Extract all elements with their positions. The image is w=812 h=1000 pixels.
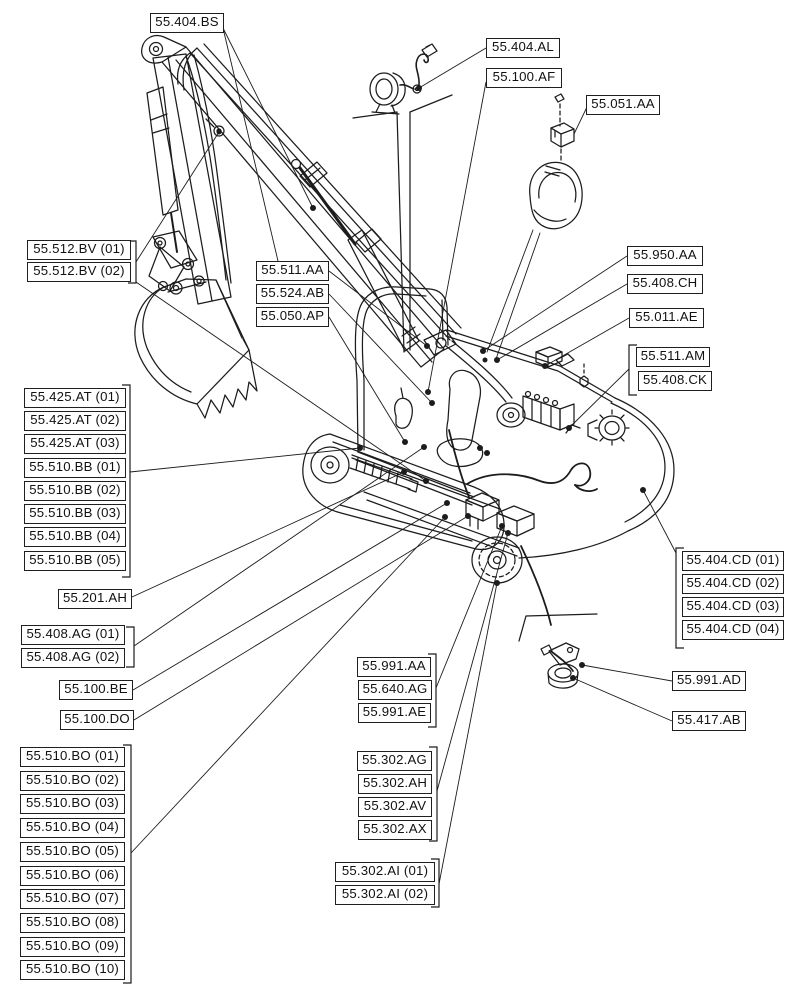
part-label[interactable]: 55.302.AH	[358, 774, 432, 794]
part-label[interactable]: 55.051.AA	[586, 95, 660, 115]
part-label[interactable]: 55.302.AI (02)	[335, 885, 435, 905]
part-label[interactable]: 55.510.BO (06)	[20, 866, 125, 886]
stick-assembly	[153, 54, 231, 304]
operator-seat	[437, 370, 482, 466]
part-label[interactable]: 55.302.AG	[357, 751, 432, 771]
part-label[interactable]: 55.302.AX	[358, 820, 432, 840]
part-label[interactable]: 55.408.CH	[627, 274, 703, 294]
part-label[interactable]: 55.100.BE	[59, 680, 133, 700]
bracket-408ag	[126, 627, 134, 667]
callout-dots	[217, 85, 647, 681]
wiring-harness	[449, 430, 597, 625]
part-label[interactable]: 55.302.AI (01)	[335, 862, 435, 882]
control-console	[487, 94, 582, 359]
part-label[interactable]: 55.510.BO (10)	[20, 960, 125, 980]
part-label[interactable]: 55.425.AT (02)	[24, 411, 126, 431]
part-label[interactable]: 55.991.AE	[358, 703, 431, 723]
part-label[interactable]: 55.408.CK	[638, 371, 712, 391]
bucket	[135, 276, 257, 418]
part-label[interactable]: 55.510.BO (07)	[20, 889, 125, 909]
part-label[interactable]: 55.510.BO (08)	[20, 913, 125, 933]
part-label[interactable]: 55.425.AT (01)	[24, 388, 126, 408]
part-label[interactable]: 55.011.AE	[629, 308, 704, 328]
part-label[interactable]: 55.510.BO (09)	[20, 937, 125, 957]
part-label[interactable]: 55.404.CD (01)	[682, 551, 784, 571]
part-label[interactable]: 55.950.AA	[627, 246, 703, 266]
part-label[interactable]: 55.510.BO (02)	[20, 771, 125, 791]
switch-part	[541, 643, 579, 688]
part-label[interactable]: 55.524.AB	[256, 284, 329, 304]
part-label[interactable]: 55.512.BV (02)	[27, 262, 131, 282]
part-label[interactable]: 55.201.AH	[58, 589, 132, 609]
part-label[interactable]: 55.512.BV (01)	[27, 240, 131, 260]
part-label[interactable]: 55.050.AP	[256, 307, 329, 327]
part-label[interactable]: 55.510.BB (02)	[24, 481, 126, 501]
part-label[interactable]: 55.510.BO (04)	[20, 818, 125, 838]
part-label[interactable]: 55.404.AL	[486, 38, 560, 58]
part-label[interactable]: 55.100.DO	[60, 710, 134, 730]
part-label[interactable]: 55.991.AD	[672, 671, 746, 691]
part-label[interactable]: 55.511.AA	[256, 261, 329, 281]
part-label[interactable]: 55.510.BO (05)	[20, 842, 125, 862]
part-label[interactable]: 55.404.CD (02)	[682, 574, 784, 594]
part-label[interactable]: 55.404.CD (03)	[682, 597, 784, 617]
part-label[interactable]: 55.510.BB (04)	[24, 527, 126, 547]
part-label[interactable]: 55.510.BB (01)	[24, 458, 126, 478]
relay-boxes	[466, 493, 534, 536]
part-label[interactable]: 55.404.BS	[150, 13, 224, 33]
part-label[interactable]: 55.404.CD (04)	[682, 620, 784, 640]
part-label[interactable]: 55.640.AG	[358, 680, 432, 700]
part-label[interactable]: 55.510.BB (03)	[24, 504, 126, 524]
part-label[interactable]: 55.511.AM	[636, 347, 710, 367]
part-label[interactable]: 55.302.AV	[358, 797, 432, 817]
part-label[interactable]: 55.417.AB	[672, 711, 746, 731]
hydraulic-pump	[588, 410, 629, 445]
beacon-lamp	[370, 44, 437, 114]
part-label[interactable]: 55.510.BB (05)	[24, 551, 126, 571]
part-label[interactable]: 55.425.AT (03)	[24, 434, 126, 454]
part-label[interactable]: 55.408.AG (02)	[21, 648, 125, 668]
part-label[interactable]: 55.100.AF	[486, 68, 562, 88]
part-label[interactable]: 55.510.BO (01)	[20, 747, 125, 767]
part-label[interactable]: 55.510.BO (03)	[20, 794, 125, 814]
part-label[interactable]: 55.408.AG (01)	[21, 625, 125, 645]
part-label[interactable]: 55.991.AA	[357, 657, 431, 677]
